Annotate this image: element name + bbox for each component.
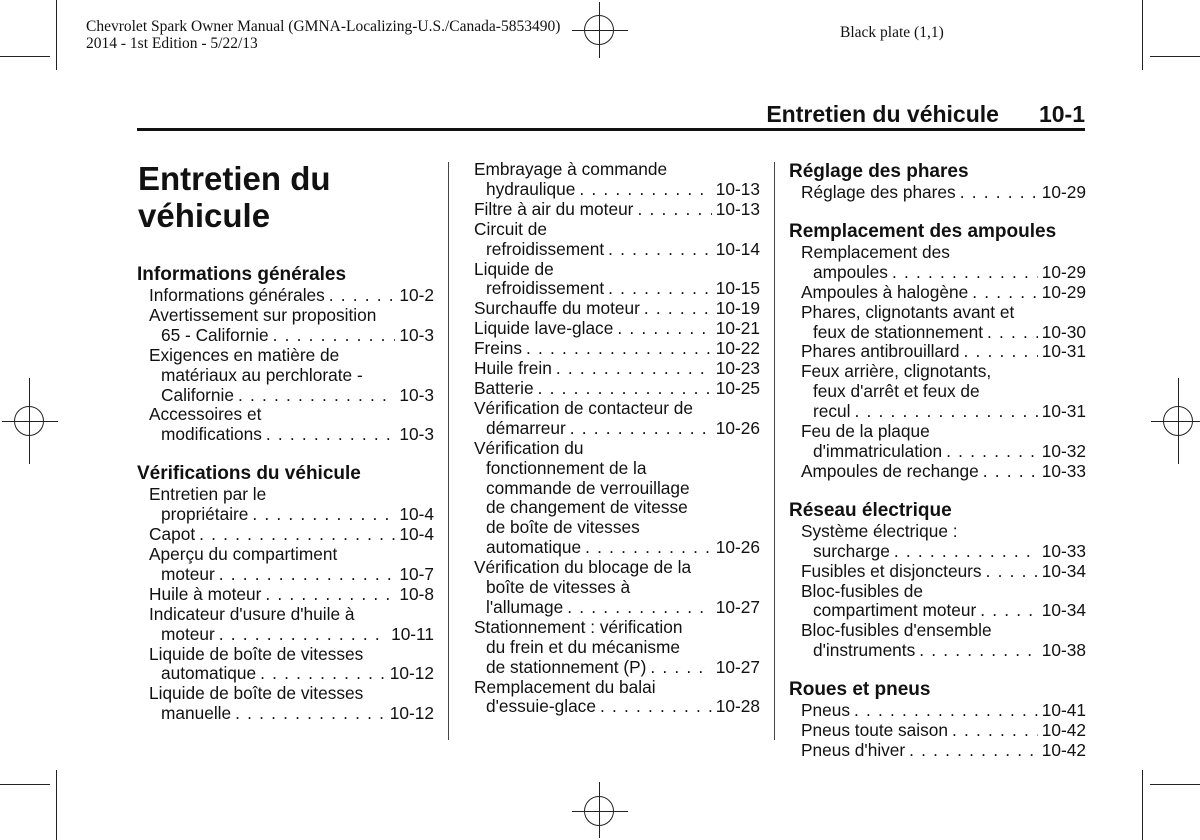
toc-entry-text: surcharge: [813, 540, 890, 561]
toc-entry-line: Bloc-fusibles d'ensemble: [801, 620, 992, 641]
toc-entry-line: Stationnement : vérification: [474, 616, 683, 637]
toc-page-ref: 10-12: [389, 663, 434, 684]
toc-entry[interactable]: [789, 562, 1086, 582]
toc-page-ref: 10-4: [399, 504, 434, 525]
toc-entry-text: d'essuie-glace: [486, 696, 596, 717]
dot-leader: [617, 319, 711, 339]
toc-entry[interactable]: [789, 303, 1086, 343]
toc-entry-leader-line: [137, 525, 434, 545]
toc-page-ref: 10-3: [399, 424, 434, 445]
toc-page-ref: 10-25: [715, 377, 760, 398]
toc-entry-text: moteur: [161, 563, 215, 584]
toc-page-ref: 10-27: [715, 656, 760, 677]
toc-entry-leader-line: [462, 339, 760, 359]
toc-page-ref: 10-15: [715, 278, 760, 299]
toc-page-ref: 10-23: [715, 358, 760, 379]
toc-entry-text: hydraulique: [486, 178, 576, 199]
toc-entry-leader-line: [789, 263, 1086, 283]
toc-entry[interactable]: [462, 160, 760, 200]
dot-leader: [894, 542, 1038, 562]
toc-entry-leader-line: [462, 419, 760, 439]
dot-leader: [579, 180, 711, 200]
toc-entry[interactable]: [462, 359, 760, 379]
dot-leader: [946, 442, 1038, 462]
toc-entry[interactable]: [789, 721, 1086, 741]
toc-entry[interactable]: [462, 220, 760, 260]
toc-entry-leader-line: [789, 342, 1086, 362]
toc-entry-leader-line: [137, 664, 434, 684]
dot-leader: [650, 658, 711, 678]
toc-entry[interactable]: [789, 741, 1086, 761]
section-heading: Roues et pneus: [789, 679, 931, 701]
toc-entry-leader-line: [137, 425, 434, 445]
dot-leader: [644, 299, 712, 319]
toc-entry-leader-line: [462, 658, 760, 678]
toc-entry-text: de stationnement (P): [486, 656, 647, 677]
toc-entry-leader-line: [462, 359, 760, 379]
toc-page-ref: 10-33: [1041, 460, 1086, 481]
toc-entry-line: du frein et du mécanisme: [486, 636, 681, 657]
dot-leader: [238, 386, 395, 406]
toc-page-ref: 10-42: [1041, 739, 1086, 760]
toc-page-ref: 10-31: [1041, 401, 1086, 422]
toc-entry-leader-line: [137, 704, 434, 724]
dot-leader: [538, 379, 712, 399]
dot-leader: [260, 664, 386, 684]
toc-entry[interactable]: [789, 582, 1086, 622]
toc-page-ref: 10-34: [1041, 560, 1086, 581]
toc-page-ref: 10-28: [715, 696, 760, 717]
toc-entry-text: Huile à moteur: [149, 583, 262, 604]
toc-entry-text: Californie: [161, 384, 234, 405]
toc-entry-leader-line: [137, 585, 434, 605]
toc-entry[interactable]: [462, 618, 760, 678]
toc-entry-text: compartiment moteur: [813, 600, 977, 621]
dot-leader: [219, 625, 387, 645]
toc-entry-leader-line: [789, 462, 1086, 482]
toc-page-ref: 10-26: [715, 417, 760, 438]
toc-entry-line: matériaux au perchlorate -: [161, 364, 363, 385]
toc-entry-text: Freins: [474, 338, 523, 359]
toc-entry-leader-line: [462, 279, 760, 299]
toc-page-ref: 10-42: [1041, 720, 1086, 741]
toc-entry-text: Huile frein: [474, 358, 552, 379]
toc-entry-leader-line: [789, 542, 1086, 562]
toc-page-ref: 10-4: [399, 524, 434, 545]
toc-entry[interactable]: [462, 200, 760, 220]
toc-entry-text: Capot: [149, 524, 196, 545]
toc-entry[interactable]: [137, 525, 434, 545]
crop-mark: [56, 770, 57, 840]
toc-entry-line: de boîte de vitesses: [486, 517, 640, 538]
toc-page-ref: 10-34: [1041, 600, 1086, 621]
dot-leader: [265, 585, 395, 605]
toc-entry-text: moteur: [161, 623, 215, 644]
toc-entry-leader-line: [462, 319, 760, 339]
toc-entry[interactable]: [789, 183, 1086, 203]
toc-entry[interactable]: [137, 405, 434, 445]
toc-entry-leader-line: [462, 379, 760, 399]
toc-page-ref: 10-22: [715, 338, 760, 359]
toc-entry[interactable]: [789, 243, 1086, 283]
toc-page-ref: 10-8: [399, 583, 434, 604]
toc-page-ref: 10-29: [1041, 182, 1086, 202]
dot-leader: [199, 525, 395, 545]
toc-entry-leader-line: [462, 240, 760, 260]
toc-entry-line: commande de verrouillage: [486, 477, 690, 498]
toc-entry-line: Aperçu du compartiment: [149, 543, 338, 564]
dot-leader: [567, 598, 712, 618]
toc-entry-line: Vérification du blocage de la: [474, 557, 692, 578]
toc-page-ref: 10-19: [715, 298, 760, 319]
toc-entry[interactable]: [137, 485, 434, 525]
toc-entry[interactable]: [462, 399, 760, 439]
dot-leader: [570, 419, 712, 439]
section-heading: Informations générales: [137, 264, 347, 285]
toc-entry[interactable]: [462, 299, 760, 319]
toc-entry[interactable]: [137, 286, 434, 306]
crop-mark: [56, 0, 57, 70]
toc-entry-leader-line: [789, 402, 1086, 422]
toc-entry-line: Avertissement sur proposition: [149, 304, 377, 325]
toc-entry-leader-line: [462, 538, 760, 558]
toc-entry-line: Remplacement du balai: [474, 676, 656, 697]
toc-entry-text: refroidissement: [486, 278, 605, 299]
dot-leader: [329, 286, 396, 306]
toc-entry-line: Exigences en matière de: [149, 344, 340, 365]
toc-entry-text: Ampoules de rechange: [801, 460, 979, 481]
column-divider: [774, 162, 775, 740]
dot-leader: [252, 505, 395, 525]
toc-entry-line: Liquide de boîte de vitesses: [149, 683, 364, 704]
dot-leader: [987, 323, 1038, 343]
section-heading: Vérifications du véhicule: [137, 463, 361, 485]
toc-entry-line: Liquide de boîte de vitesses: [149, 643, 364, 664]
dot-leader: [983, 462, 1038, 482]
section-heading: Réglage des phares: [789, 161, 969, 182]
dot-leader: [526, 339, 712, 359]
toc-entry-line: Entretien par le: [149, 484, 267, 505]
toc-entry-text: Filtre à air du moteur: [474, 198, 634, 219]
dot-leader: [919, 641, 1038, 661]
toc-page-ref: 10-12: [389, 703, 434, 724]
toc-entry-leader-line: [789, 641, 1086, 661]
toc-column-2: [462, 160, 760, 717]
toc-page-ref: 10-33: [1041, 540, 1086, 561]
toc-entry[interactable]: [137, 545, 434, 585]
toc-entry-text: Réglage des phares: [801, 182, 956, 202]
toc-entry[interactable]: [462, 319, 760, 339]
toc-entry-line: de changement de vitesse: [486, 497, 688, 518]
running-header-title: Entretien du véhicule: [766, 101, 999, 127]
toc-page-ref: 10-3: [399, 384, 434, 405]
dot-leader: [972, 283, 1038, 303]
toc-page-ref: 10-29: [1041, 281, 1086, 302]
toc-page-ref: 10-3: [399, 324, 434, 345]
toc-entry[interactable]: [789, 522, 1086, 562]
meta-edition: 2014 - 1st Edition - 5/22/13: [86, 35, 258, 52]
running-header: [766, 101, 1085, 128]
toc-entry[interactable]: [462, 678, 760, 718]
toc-entry-line: Accessoires et: [149, 404, 262, 425]
toc-page-ref: 10-7: [399, 563, 434, 584]
header-rule: [137, 128, 1085, 131]
toc-entry[interactable]: [137, 306, 434, 346]
toc-page-ref: 10-13: [715, 178, 760, 199]
toc-entry-text: modifications: [161, 424, 262, 445]
toc-page-ref: 10-2: [399, 285, 434, 305]
dot-leader: [986, 562, 1038, 582]
toc-entry-text: Pneus d'hiver: [801, 739, 906, 760]
toc-entry-text: Liquide lave-glace: [474, 318, 614, 339]
toc-page-ref: 10-31: [1041, 341, 1086, 362]
toc-entry-leader-line: [462, 598, 760, 618]
toc-entry-line: Vérification du: [474, 437, 584, 458]
toc-entry-text: Pneus toute saison: [801, 720, 948, 741]
toc-entry-line: Vérification de contacteur de: [474, 397, 694, 418]
toc-entry-line: Liquide de: [474, 258, 554, 279]
toc-entry-leader-line: [789, 701, 1086, 721]
dot-leader: [980, 601, 1038, 621]
toc-entry[interactable]: [789, 701, 1086, 721]
toc-entry[interactable]: [137, 585, 434, 605]
toc-entry-text: manuelle: [161, 703, 232, 724]
toc-entry[interactable]: [789, 422, 1086, 462]
toc-entry-text: Ampoules à halogène: [801, 281, 969, 302]
dot-leader: [273, 326, 396, 346]
dot-leader: [600, 697, 712, 717]
toc-page-ref: 10-11: [391, 623, 434, 644]
page-number: 10-1: [1038, 101, 1085, 127]
toc-page-ref: 10-38: [1041, 640, 1086, 661]
toc-entry-text: propriétaire: [161, 504, 249, 525]
toc-entry-line: Circuit de: [474, 218, 547, 239]
chapter-title-line: véhicule: [138, 197, 271, 234]
toc-entry[interactable]: [137, 684, 434, 724]
toc-entry-line: Embrayage à commande: [474, 159, 668, 179]
toc-entry-text: Informations générales: [149, 285, 325, 305]
toc-entry-text: Surchauffe du moteur: [474, 298, 640, 319]
toc-entry-leader-line: [137, 505, 434, 525]
dot-leader: [892, 263, 1038, 283]
toc-entry-line: Feux arrière, clignotants,: [801, 361, 992, 382]
toc-entry[interactable]: [462, 339, 760, 359]
dot-leader: [608, 279, 712, 299]
dot-leader: [556, 359, 712, 379]
toc-entry-text: 65 - Californie: [161, 324, 269, 345]
toc-entry-line: Système électrique :: [801, 520, 958, 541]
toc-page-ref: 10-21: [715, 318, 760, 339]
toc-entry-text: ampoules: [813, 261, 888, 282]
toc-entry[interactable]: [137, 346, 434, 406]
crop-mark: [1150, 784, 1200, 785]
toc-page-ref: 10-26: [715, 537, 760, 558]
toc-page-ref: 10-27: [715, 596, 760, 617]
toc-column-1: [137, 264, 434, 724]
toc-page-ref: 10-41: [1041, 700, 1086, 721]
toc-entry[interactable]: [789, 283, 1086, 303]
toc-page-ref: 10-29: [1041, 261, 1086, 282]
crop-mark: [1150, 56, 1200, 57]
toc-entry-leader-line: [137, 625, 434, 645]
toc-entry-leader-line: [789, 442, 1086, 462]
plate-label: Black plate (1,1): [840, 24, 944, 41]
toc-entry-text: d'immatriculation: [813, 440, 943, 461]
toc-entry-text: automatique: [161, 663, 257, 684]
toc-entry-text: Batterie: [474, 377, 534, 398]
meta-title: Chevrolet Spark Owner Manual (GMNA-Localizing-U.S./Canada-5853490): [86, 18, 561, 35]
crop-mark: [1142, 770, 1143, 840]
toc-entry-text: d'instruments: [813, 640, 916, 661]
dot-leader: [909, 741, 1038, 761]
toc-entry[interactable]: [462, 439, 760, 558]
dot-leader: [854, 701, 1038, 721]
toc-entry[interactable]: [462, 558, 760, 618]
dot-leader: [585, 538, 712, 558]
section-heading: Remplacement des ampoules: [789, 220, 1057, 242]
toc-entry-line: boîte de vitesses à: [486, 577, 631, 598]
toc-page-ref: 10-30: [1041, 321, 1086, 342]
toc-entry-leader-line: [789, 721, 1086, 741]
toc-entry-leader-line: [137, 386, 434, 406]
document-meta: [86, 18, 560, 52]
toc-entry-line: Feu de la plaque: [801, 421, 930, 442]
column-divider: [448, 162, 449, 740]
toc-entry-leader-line: [789, 183, 1086, 203]
toc-entry-leader-line: [789, 741, 1086, 761]
toc-entry-line: Indicateur d'usure d'huile à: [149, 603, 355, 624]
section-heading: Réseau électrique: [789, 499, 952, 521]
toc-entry[interactable]: [789, 462, 1086, 482]
chapter-title: [138, 160, 428, 234]
toc-entry-leader-line: [462, 299, 760, 319]
toc-entry-line: Phares, clignotants avant et: [801, 301, 1015, 322]
toc-entry-leader-line: [137, 565, 434, 585]
dot-leader: [964, 342, 1038, 362]
toc-entry-text: Fusibles et disjoncteurs: [801, 560, 982, 581]
crop-mark: [0, 56, 50, 57]
toc-entry-text: refroidissement: [486, 238, 605, 259]
toc-entry[interactable]: [137, 605, 434, 645]
toc-entry[interactable]: [462, 260, 760, 300]
toc-entry-leader-line: [462, 697, 760, 717]
toc-entry-leader-line: [462, 200, 760, 220]
toc-entry-line: Bloc-fusibles de: [801, 580, 923, 601]
toc-entry-text: Phares antibrouillard: [801, 341, 960, 362]
crop-mark: [1142, 0, 1143, 70]
toc-column-3: [789, 161, 1086, 761]
toc-entry[interactable]: [789, 621, 1086, 661]
toc-entry-leader-line: [789, 601, 1086, 621]
dot-leader: [266, 425, 396, 445]
toc-entry-text: automatique: [486, 537, 582, 558]
toc-entry-leader-line: [137, 326, 434, 346]
toc-entry[interactable]: [462, 379, 760, 399]
toc-entry-line: Remplacement des: [801, 241, 950, 262]
toc-page-ref: 10-13: [715, 198, 760, 219]
toc-entry-leader-line: [789, 323, 1086, 343]
toc-entry[interactable]: [789, 362, 1086, 422]
toc-entry[interactable]: [137, 645, 434, 685]
dot-leader: [952, 721, 1038, 741]
toc-entry-leader-line: [789, 283, 1086, 303]
toc-page-ref: 10-32: [1041, 440, 1086, 461]
dot-leader: [854, 402, 1037, 422]
chapter-title-line: Entretien du: [138, 160, 331, 197]
crop-mark: [0, 784, 50, 785]
toc-entry-leader-line: [789, 562, 1086, 582]
dot-leader: [608, 240, 712, 260]
toc-entry-line: fonctionnement de la: [486, 457, 647, 478]
dot-leader: [637, 200, 711, 220]
toc-entry-leader-line: [137, 286, 434, 306]
toc-entry-text: recul: [813, 401, 851, 422]
toc-entry-text: l'allumage: [486, 596, 564, 617]
toc-page-ref: 10-14: [715, 238, 760, 259]
toc-entry-text: feux de stationnement: [813, 321, 984, 342]
toc-entry-text: démarreur: [486, 417, 566, 438]
dot-leader: [960, 183, 1038, 203]
dot-leader: [219, 565, 396, 585]
toc-entry[interactable]: [789, 342, 1086, 362]
toc-entry-line: feux d'arrêt et feux de: [813, 381, 980, 402]
dot-leader: [235, 704, 386, 724]
toc-entry-text: Pneus: [801, 700, 851, 721]
toc-entry-leader-line: [462, 180, 760, 200]
